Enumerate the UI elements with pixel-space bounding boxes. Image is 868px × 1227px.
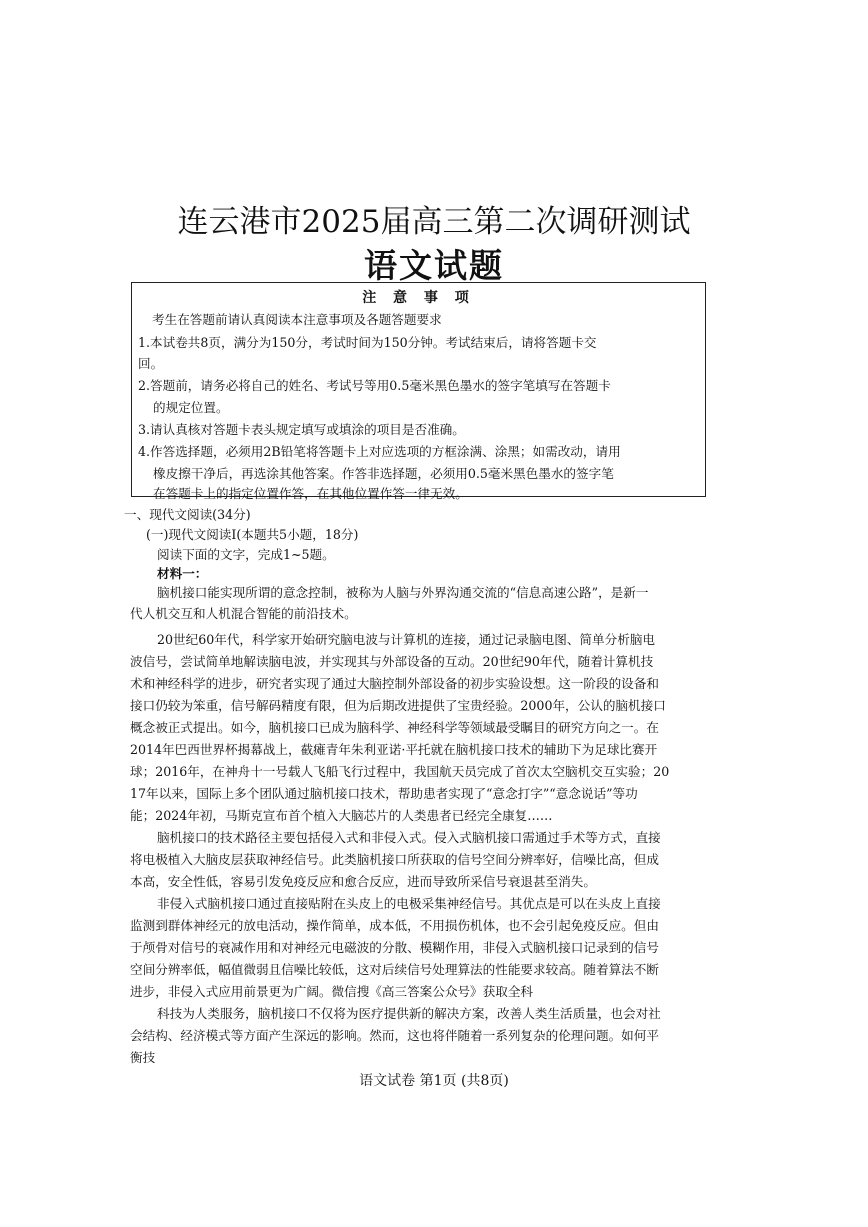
passage-line: 脑机接口的技术路径主要包括侵入式和非侵入式。侵入式脑机接口需通过手术等方式，直接 (157, 830, 661, 845)
passage-line: 衡技 (130, 1050, 156, 1065)
passage-line: 20世纪60年代，科学家开始研究脑电波与计算机的连接，通过记录脑电图、简单分析脑电 (157, 632, 656, 647)
notice-line: 4.作答选择题，必须用2B铅笔将答题卡上对应选项的方框涂满、涂黑；如需改动，请用 (138, 444, 621, 459)
section-heading: 一、现代文阅读(34分) (124, 507, 251, 522)
passage-line: 能；2024年初，马斯克宣布首个植入大脑芯片的人类患者已经完全康复…… (130, 808, 553, 823)
passage-line: 空间分辨率低，幅值微弱且信噪比较低，这对后续信号处理算法的性能要求较高。随着算法不断 (130, 962, 659, 977)
passage-line: 波信号，尝试简单地解读脑电波，并实现其与外部设备的互动。20世纪90年代，随着计算机技 (130, 654, 654, 669)
notice-line: 1.本试卷共8页，满分为150分，考试时间为150分钟。考试结束后，请将答题卡交 (138, 335, 597, 350)
passage-line: 监测到群体神经元的放电活动，操作简单，成本低，不用损伤机体，也不会引起免疫反应。但由 (130, 918, 659, 933)
notice-intro: 考生在答题前请认真阅读本注意事项及各题答题要求 (152, 312, 442, 327)
notice-line: 在答题卡上的指定位置作答，在其他位置作答一律无效。 (153, 486, 468, 501)
passage-line: 球；2016年，在神舟十一号载人飞船飞行过程中，我国航天员完成了首次太空脑机交互实验；20 (130, 764, 670, 779)
passage-line: 将电极植入大脑皮层获取神经信号。此类脑机接口所获取的信号空间分辨率好，信噪比高，但成 (130, 852, 659, 867)
passage-line: 非侵入式脑机接口通过直接贴附在头皮上的电极采集神经信号。其优点是可以在头皮上直接 (157, 896, 661, 911)
notice-line: 橡皮擦干净后，再选涂其他答案。作答非选择题，必须用0.5毫米黑色墨水的签字笔 (153, 466, 614, 481)
passage-line: 术和神经科学的进步，研究者实现了通过大脑控制外部设备的初步实验设想。这一阶段的设备和 (130, 676, 659, 691)
passage-line: 进步，非侵入式应用前景更为广阔。微信搜《高三答案公众号》获取全科 (130, 984, 533, 999)
notice-box (131, 282, 706, 501)
passage-line: 于颅骨对信号的衰减作用和对神经元电磁波的分散、模糊作用，非侵入式脑机接口记录到的信号 (130, 940, 659, 955)
notice-line: 的规定位置。 (153, 400, 229, 415)
passage-line: 2014年巴西世界杯揭幕战上，截瘫青年朱利亚诺·平托就在脑机接口技术的辅助下为足球比赛开 (130, 742, 658, 757)
notice-line: 3.请认真核对答题卡表头规定填写或填涂的项目是否准确。 (138, 422, 465, 437)
material-label: 材料一： (157, 566, 208, 581)
passage-line: 会结构、经济模式等方面产生深远的影响。然而，这也将伴随着一系列复杂的伦理问题。如何平 (130, 1028, 659, 1043)
subject-title: 语文试题 (364, 246, 504, 285)
passage-line: 科技为人类服务，脑机接口不仅将为医疗提供新的解决方案，改善人类生活质量，也会对社 (157, 1006, 661, 1021)
passage-line: 代人机交互和人机混合智能的前沿技术。 (130, 606, 357, 621)
page-footer: 语文试卷 第1页 (共8页) (359, 1073, 509, 1089)
passage-line: 本高，安全性低，容易引发免疫反应和愈合反应，进而导致所采信号衰退甚至消失。 (130, 874, 596, 889)
exam-title: 连云港市2025届高三第二次调研测试 (177, 204, 691, 240)
notice-line: 回。 (138, 356, 164, 371)
passage-line: 17年以来，国际上多个团队通过脑机接口技术，帮助患者实现了“意念打字”“意念说话”等功 (130, 786, 638, 801)
passage-line: 脑机接口能实现所谓的意念控制，被称为人脑与外界沟通交流的“信息高速公路”，是新一 (157, 585, 649, 600)
notice-line: 2.答题前，请务必将自己的姓名、考试号等用0.5毫米黑色墨水的签字笔填写在答题卡 (138, 378, 611, 393)
notice-heading: 注 意 事 项 (362, 290, 475, 306)
passage-line: 接口仍较为笨重，信号解码精度有限，但为后期改进提供了宝贵经验。2000年，公认的脑机接口 (130, 698, 666, 713)
instruction: 阅读下面的文字，完成1~5题。 (157, 547, 335, 562)
sub-heading: (一)现代文阅读Ⅰ(本题共5小题，18分) (146, 527, 359, 542)
passage-line: 概念被正式提出。如今，脑机接口已成为脑科学、神经科学等领域最受瞩目的研究方向之一。在 (130, 720, 659, 735)
